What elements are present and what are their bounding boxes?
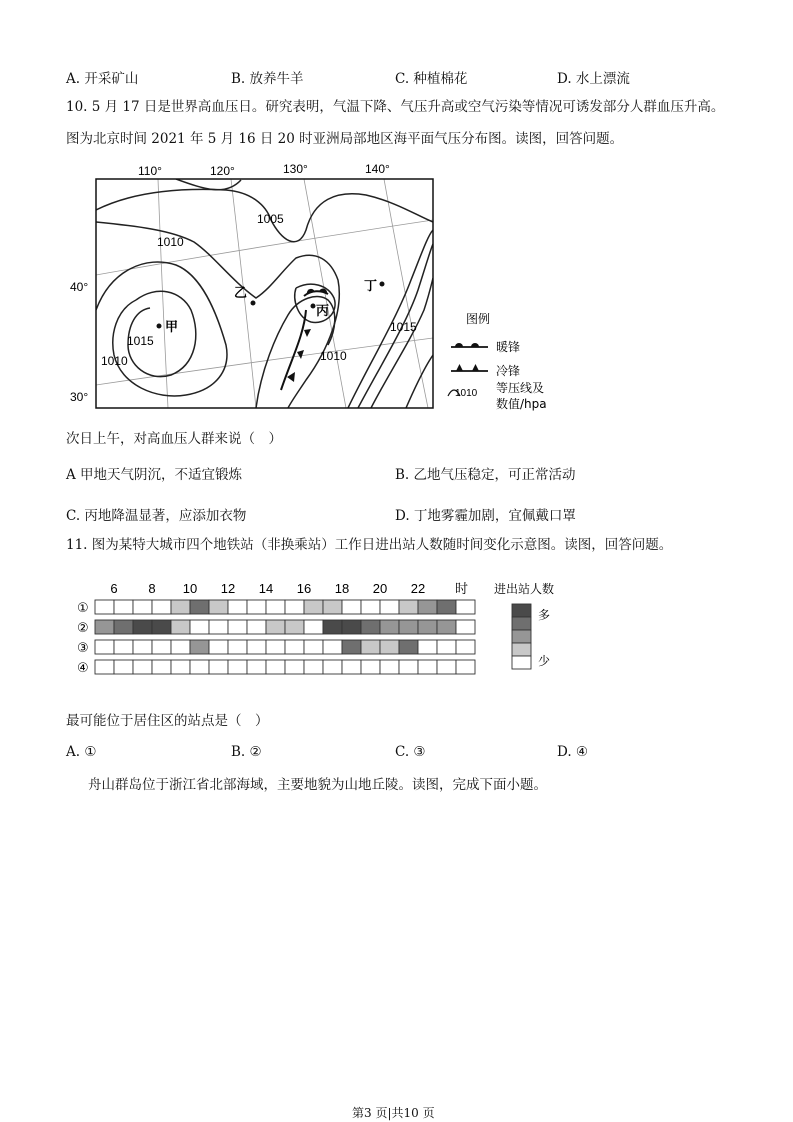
pressure-map	[66, 160, 566, 414]
q10-option-a: A 甲地天气阴沉，不适宜锻炼	[66, 467, 243, 483]
lon-label-140: 140°	[365, 162, 390, 176]
flow-cell	[114, 660, 133, 674]
station-row-label: ①	[77, 601, 89, 616]
lon-label-130: 130°	[283, 162, 308, 176]
hour-tick-label: 16	[296, 581, 312, 596]
legend-more: 多	[538, 608, 551, 622]
place-label-ding: 丁	[364, 279, 378, 294]
flow-cell	[399, 660, 418, 674]
flow-cell	[342, 640, 361, 654]
place-dot-jia	[157, 324, 162, 329]
isobar-label-1010-b: 1010	[101, 354, 128, 368]
flow-cell	[380, 600, 399, 614]
flow-cell	[171, 600, 190, 614]
isobar-label-1010-a: 1010	[157, 235, 184, 249]
legend-isobar-label-1: 等压线及	[496, 381, 545, 395]
flow-cell	[304, 640, 323, 654]
q10-option-c: C. 丙地降温显著，应添加衣物	[66, 508, 247, 524]
flow-cell	[95, 640, 114, 654]
flow-cell	[437, 620, 456, 634]
hour-tick-label: 20	[372, 581, 388, 596]
flow-cell	[209, 640, 228, 654]
hour-unit: 时	[455, 582, 469, 597]
flow-cell	[437, 600, 456, 614]
hour-tick-label: 18	[334, 581, 350, 596]
lat-label-30: 30°	[70, 390, 89, 404]
flow-cell	[152, 660, 171, 674]
flow-cell	[228, 640, 247, 654]
flow-cell	[133, 600, 152, 614]
q11-stem: 最可能位于居住区的站点是（ ）	[66, 713, 269, 729]
flow-cell	[399, 640, 418, 654]
flow-cell	[209, 660, 228, 674]
flow-cell	[95, 660, 114, 674]
lon-label-110: 110°	[138, 164, 162, 178]
flow-cell	[380, 620, 399, 634]
flow-cell	[247, 620, 266, 634]
legend-title: 图例	[466, 312, 491, 326]
flow-cell	[171, 620, 190, 634]
flow-cell	[437, 660, 456, 674]
flow-cell	[418, 600, 437, 614]
flow-cell	[266, 660, 285, 674]
flow-cell	[380, 640, 399, 654]
flow-cell	[456, 620, 475, 634]
flow-cell	[228, 600, 247, 614]
flow-cell	[95, 620, 114, 634]
isobar-label-1015-b: 1015	[390, 320, 417, 334]
flow-cell	[418, 640, 437, 654]
flow-cell	[285, 620, 304, 634]
flow-cell	[266, 600, 285, 614]
isobar-label-1010-c: 1010	[320, 349, 347, 363]
flow-cell	[399, 620, 418, 634]
q10-option-b: B. 乙地气压稳定，可正常活动	[395, 467, 576, 483]
flow-cell	[456, 660, 475, 674]
flow-cell	[285, 600, 304, 614]
flow-cell	[114, 640, 133, 654]
q9-option-c: C. 种植棉花	[395, 71, 468, 87]
legend-swatch	[512, 630, 531, 643]
flow-cell	[323, 620, 342, 634]
station-row-label: ②	[77, 621, 89, 636]
flow-cell	[342, 660, 361, 674]
q10-option-d: D. 丁地雾霾加剧，宜佩戴口罩	[395, 508, 576, 524]
flow-cell	[266, 640, 285, 654]
cold-front	[281, 310, 311, 390]
flow-cell	[361, 600, 380, 614]
warm-front	[304, 288, 328, 296]
flow-cell	[266, 620, 285, 634]
place-label-bing: 丙	[316, 304, 330, 319]
flow-cell	[304, 660, 323, 674]
place-dot-ding	[380, 282, 385, 287]
flow-cell	[95, 600, 114, 614]
flow-cell	[228, 660, 247, 674]
legend-cold-front: 冷锋	[496, 364, 521, 378]
flow-cell	[380, 660, 399, 674]
flow-cell	[304, 620, 323, 634]
station-flow-chart	[76, 576, 576, 698]
page-footer: 第3 页|共10 页	[352, 1106, 435, 1120]
q11-option-b: B. ②	[231, 744, 262, 760]
hour-tick-label: 6	[110, 581, 118, 596]
flow-cell	[342, 600, 361, 614]
flow-cell	[133, 620, 152, 634]
q11-option-d: D. ④	[557, 744, 589, 760]
flow-cell	[361, 640, 380, 654]
flow-cell	[228, 620, 247, 634]
flow-cell	[285, 640, 304, 654]
flow-cell	[342, 620, 361, 634]
flow-cell	[399, 600, 418, 614]
legend-less: 少	[538, 654, 551, 668]
flow-cell	[152, 620, 171, 634]
flow-cell	[133, 640, 152, 654]
flow-cell	[133, 660, 152, 674]
station-row-label: ④	[77, 661, 89, 676]
flow-cell	[323, 600, 342, 614]
flow-cell	[247, 660, 266, 674]
flow-cell	[209, 620, 228, 634]
flow-cell	[152, 640, 171, 654]
flow-cell	[247, 640, 266, 654]
flow-cell	[285, 660, 304, 674]
flow-cell	[171, 660, 190, 674]
flow-cell	[152, 600, 171, 614]
hour-tick-label: 10	[182, 581, 198, 596]
flow-cell	[190, 660, 209, 674]
flow-cell	[171, 640, 190, 654]
flow-cell	[247, 600, 266, 614]
flow-cell	[114, 620, 133, 634]
hour-tick-label: 8	[148, 581, 156, 596]
flow-cell	[437, 640, 456, 654]
flow-cell	[323, 660, 342, 674]
flow-cell	[114, 600, 133, 614]
legend-isobar-label-2: 数值/hpa	[496, 397, 547, 411]
flow-cell	[361, 660, 380, 674]
flow-cell	[323, 640, 342, 654]
place-dot-yi	[251, 301, 256, 306]
flow-cell	[190, 640, 209, 654]
legend-swatch	[512, 656, 531, 669]
place-label-yi: 乙	[234, 286, 248, 301]
map-legend	[448, 311, 547, 411]
q10-line-1: 10. 5 月 17 日是世界高血压日。研究表明，气温下降、气压升高或空气污染等情况可诱发部分人群血压升高。	[66, 99, 725, 115]
flow-cell	[304, 600, 323, 614]
legend-warm-front: 暖锋	[496, 340, 521, 354]
hour-tick-label: 22	[410, 581, 426, 596]
place-dot-bing	[311, 304, 316, 309]
legend-title-flow: 进出站人数	[494, 582, 555, 596]
q11-option-c: C. ③	[395, 744, 426, 760]
q9-option-a: A. 开采矿山	[66, 71, 139, 87]
flow-cell	[456, 600, 475, 614]
q9-option-b: B. 放养牛羊	[231, 71, 304, 87]
isobar-label-1015-a: 1015	[127, 334, 154, 348]
flow-cell	[418, 620, 437, 634]
q9-option-d: D. 水上漂流	[557, 71, 630, 87]
legend-swatch	[512, 604, 531, 617]
flow-cell	[209, 600, 228, 614]
q11-option-a: A. ①	[66, 744, 97, 760]
legend-swatch	[512, 617, 531, 630]
flow-cell	[190, 600, 209, 614]
place-label-jia: 甲	[165, 320, 179, 335]
legend-swatch	[512, 643, 531, 656]
isobar-label-1005: 1005	[257, 212, 284, 226]
flow-cell	[190, 620, 209, 634]
zhoushan-intro: 舟山群岛位于浙江省北部海域，主要地貌为山地丘陵。读图，完成下面小题。	[88, 777, 547, 793]
lat-label-40: 40°	[70, 280, 89, 294]
flow-cell	[418, 660, 437, 674]
flow-cell	[456, 640, 475, 654]
flow-cell	[361, 620, 380, 634]
q10-stem: 次日上午，对高血压人群来说（ ）	[66, 431, 282, 447]
q10-line-2: 图为北京时间 2021 年 5 月 16 日 20 时亚洲局部地区海平面气压分布图。读图，回答问题。	[66, 131, 624, 147]
hour-tick-label: 14	[258, 581, 274, 596]
legend-isobar-sample: 1010	[455, 388, 478, 399]
q11-line-1: 11. 图为某特大城市四个地铁站（非换乘站）工作日进出站人数随时间变化示意图。读图，回答问题。	[66, 537, 673, 553]
hour-tick-label: 12	[220, 581, 236, 596]
station-row-label: ③	[77, 641, 89, 656]
lon-label-120: 120°	[210, 164, 235, 178]
